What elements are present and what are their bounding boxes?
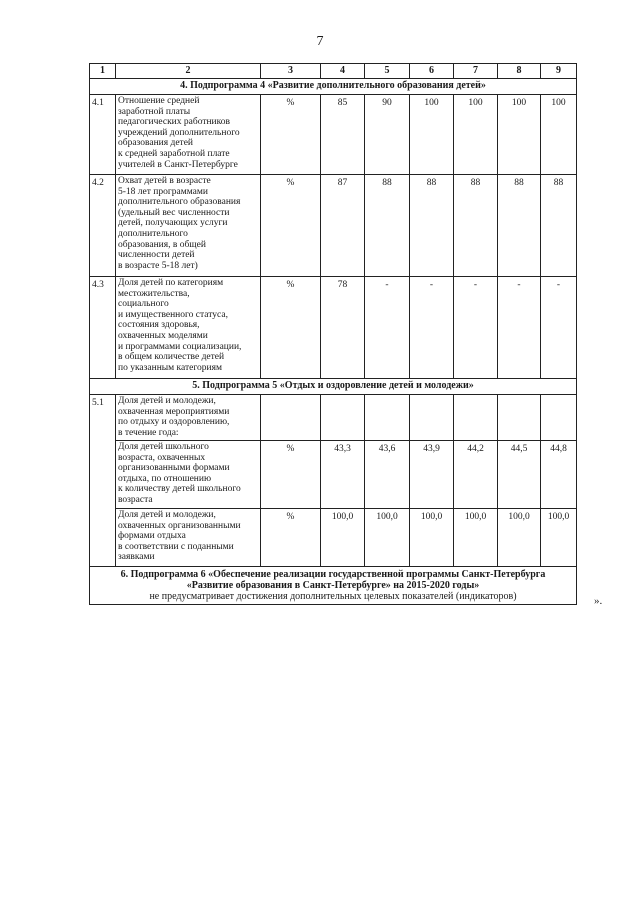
value-cell: 100	[498, 95, 541, 175]
footer-line-1: 6. Подпрограмма 6 «Обеспечение реализации государственной программы Санкт-Петербурга	[120, 569, 546, 580]
column-header: 4	[321, 64, 365, 79]
value-cell	[498, 395, 541, 441]
row-number: 5.1	[90, 395, 116, 567]
value-cell: 43,9	[410, 441, 454, 509]
table-row	[90, 395, 577, 441]
value-cell: 100,0	[454, 509, 498, 567]
value-cell	[541, 395, 577, 441]
column-header-row	[90, 64, 577, 79]
value-cell	[410, 395, 454, 441]
table-row	[90, 277, 577, 379]
row-number: 4.1	[90, 95, 116, 175]
indicators-table	[89, 63, 577, 605]
value-cell: -	[541, 277, 577, 379]
unit-cell: %	[261, 441, 321, 509]
value-cell: 100	[410, 95, 454, 175]
value-cell: 100,0	[365, 509, 410, 567]
value-cell: 100,0	[321, 509, 365, 567]
column-header: 3	[261, 64, 321, 79]
column-header: 8	[498, 64, 541, 79]
table-row	[90, 509, 577, 567]
value-cell: 100,0	[541, 509, 577, 567]
row-number: 4.2	[90, 175, 116, 277]
value-cell: 100	[454, 95, 498, 175]
footer-row	[90, 567, 577, 605]
indicator-name: Доля детей и молодежи, охваченная мероприятиями по отдыху и оздоровлению, в течение года:	[116, 395, 261, 441]
table-row	[90, 441, 577, 509]
indicator-name: Отношение средней заработной платы педагогических работников учреждений дополнительного образования детей к средней заработной плате учителей в Санкт-Петербурге	[116, 95, 261, 175]
column-header: 2	[116, 64, 261, 79]
column-header: 7	[454, 64, 498, 79]
unit-cell: %	[261, 95, 321, 175]
table-row	[90, 175, 577, 277]
unit-cell: %	[261, 509, 321, 567]
value-cell: 43,3	[321, 441, 365, 509]
indicator-name: Доля детей и молодежи, охваченных организованными формами отдыха в соответствии с поданными заявками	[116, 509, 261, 567]
footer-line-3: не предусматривает достижения дополнительных целевых показателей (индикаторов)	[149, 591, 517, 602]
value-cell: 44,2	[454, 441, 498, 509]
value-cell: 88	[410, 175, 454, 277]
value-cell	[454, 395, 498, 441]
indicator-name: Доля детей школьного возраста, охваченных организованными формами отдыха, по отношению к количеству детей школьного возраста	[116, 441, 261, 509]
value-cell: 85	[321, 95, 365, 175]
value-cell: 100,0	[410, 509, 454, 567]
value-cell: 88	[541, 175, 577, 277]
value-cell: -	[498, 277, 541, 379]
value-cell: -	[454, 277, 498, 379]
section-row	[90, 79, 577, 95]
value-cell: 87	[321, 175, 365, 277]
column-header: 5	[365, 64, 410, 79]
subprogram-6-note	[90, 567, 577, 605]
value-cell: 44,5	[498, 441, 541, 509]
value-cell	[321, 395, 365, 441]
value-cell: 43,6	[365, 441, 410, 509]
closing-quote-mark: ».	[594, 595, 603, 607]
value-cell: 90	[365, 95, 410, 175]
value-cell: 78	[321, 277, 365, 379]
column-header: 9	[541, 64, 577, 79]
value-cell: 100,0	[498, 509, 541, 567]
value-cell: -	[365, 277, 410, 379]
section-row	[90, 379, 577, 395]
unit-cell: %	[261, 277, 321, 379]
value-cell: -	[410, 277, 454, 379]
section-title: 5. Подпрограмма 5 «Отдых и оздоровление детей и молодежи»	[90, 379, 577, 395]
value-cell: 100	[541, 95, 577, 175]
unit-cell: %	[261, 175, 321, 277]
indicator-name: Охват детей в возрасте 5-18 лет программами дополнительного образования (удельный вес численности детей, получающих услуги дополнительного образования, в общей численности детей в возрасте 5-18 лет)	[116, 175, 261, 277]
column-header: 1	[90, 64, 116, 79]
value-cell: 88	[365, 175, 410, 277]
value-cell	[365, 395, 410, 441]
value-cell: 44,8	[541, 441, 577, 509]
column-header: 6	[410, 64, 454, 79]
indicator-name: Доля детей по категориям местожительства, социального и имущественного статуса, состояния здоровья, охваченных моделями и программами социализации, в общем количестве детей по указанным категориям	[116, 277, 261, 379]
table-row	[90, 95, 577, 175]
section-title: 4. Подпрограмма 4 «Развитие дополнительного образования детей»	[90, 79, 577, 95]
page-number: 7	[316, 34, 324, 49]
value-cell: 88	[454, 175, 498, 277]
row-number: 4.3	[90, 277, 116, 379]
footer-line-2: «Развитие образования в Санкт-Петербурге» на 2015-2020 годы»	[186, 580, 480, 591]
unit-cell	[261, 395, 321, 441]
value-cell: 88	[498, 175, 541, 277]
